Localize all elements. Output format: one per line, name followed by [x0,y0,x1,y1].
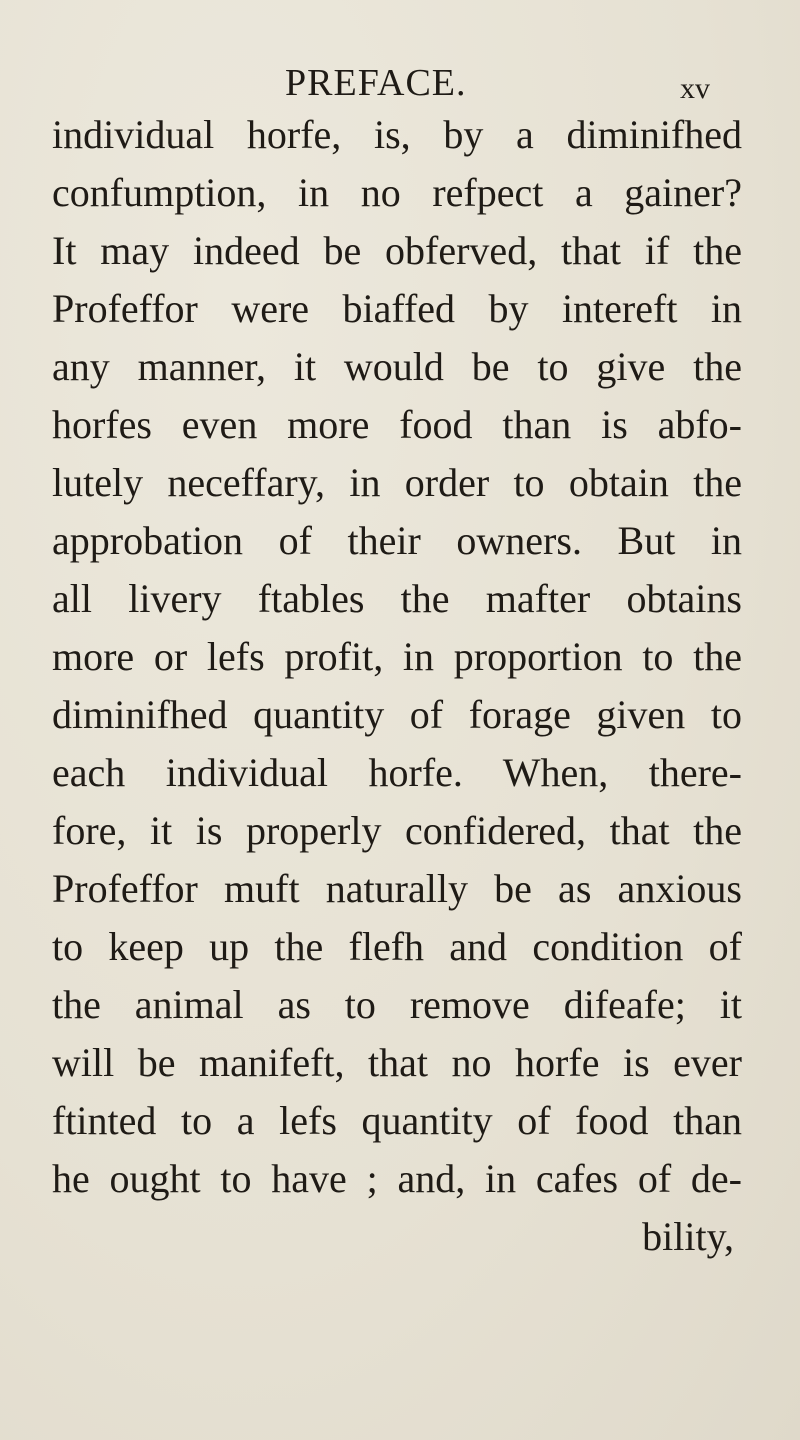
catchword-line: bility, [642,1214,734,1259]
running-head-title: PREFACE. [285,62,467,104]
text-line: confumption, in no refpect a gainer? [52,170,742,215]
text-line: diminifhed quantity of forage given to [52,692,742,737]
text-line: individual horfe, is, by a diminifhed [52,112,742,157]
text-line: he ought to have ; and, in cafes of de- [52,1156,742,1201]
text-line: Profeffor were biaffed by intereft in [52,286,742,331]
text-line: more or lefs profit, in proportion to the [52,634,742,679]
text-line: approbation of their owners. But in [52,518,742,563]
text-line: ftinted to a lefs quantity of food than [52,1098,742,1143]
text-line: will be manifeft, that no horfe is ever [52,1040,742,1085]
body-text [52,106,742,1266]
text-line: any manner, it would be to give the [52,344,742,389]
text-line: Profeffor muft naturally be as anxious [52,866,742,911]
text-line: the animal as to remove difeafe; it [52,982,742,1027]
text-line: It may indeed be obferved, that if the [52,228,742,273]
page-number: xv [680,72,710,105]
text-line: to keep up the flefh and condition of [52,924,742,969]
text-line: horfes even more food than is abfo- [52,402,742,447]
text-line: fore, it is properly confidered, that the [52,808,742,853]
text-line: each individual horfe. When, there- [52,750,742,795]
running-head [0,58,800,108]
text-line: all livery ftables the mafter obtains [52,576,742,621]
text-line: lutely neceffary, in order to obtain the [52,460,742,505]
